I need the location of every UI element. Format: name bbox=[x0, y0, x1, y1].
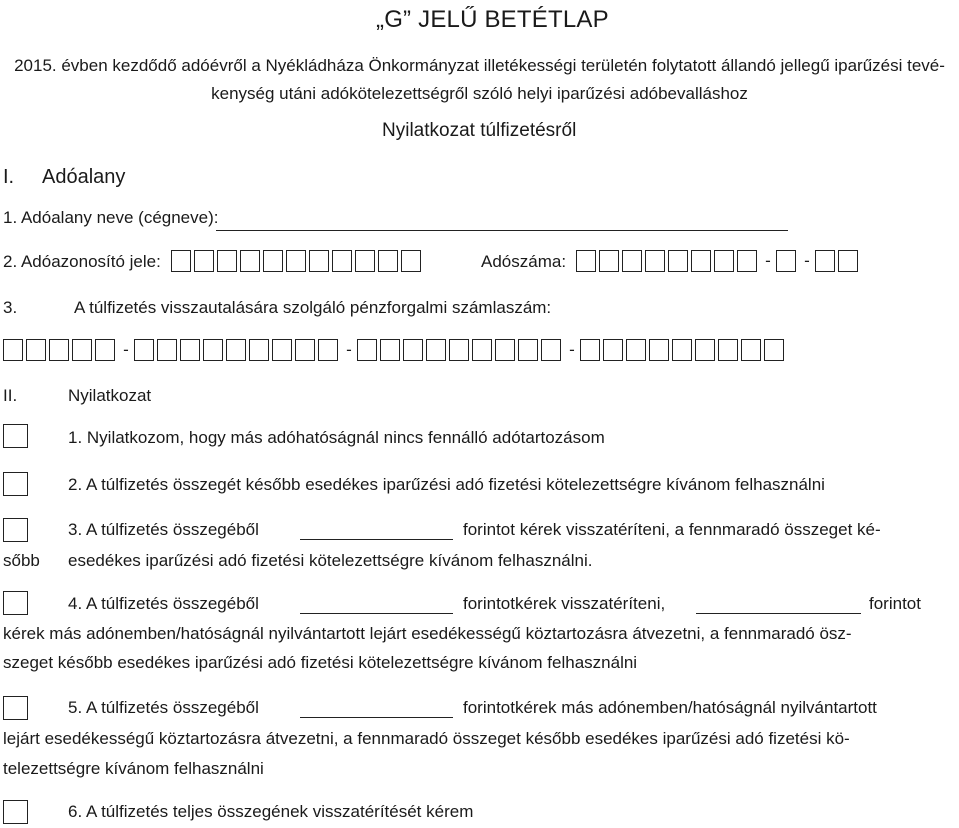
account-digit-box[interactable] bbox=[226, 339, 246, 361]
taxid-boxes[interactable] bbox=[171, 250, 424, 272]
option-3-text-d: esedékes iparűzési adó fizetési kötelezettségre kívánom felhasználni. bbox=[68, 551, 593, 570]
option-2-text: 2. A túlfizetés összegét később esedékes iparűzési adó fizetési kötelezettségre kívánom felhasználni bbox=[68, 475, 825, 494]
account-digit-box[interactable] bbox=[603, 339, 623, 361]
taxid-digit-box[interactable] bbox=[355, 250, 375, 272]
account-digit-box[interactable] bbox=[380, 339, 400, 361]
account-digit-box[interactable] bbox=[472, 339, 492, 361]
account-label: A túlfizetés visszautalására szolgáló pénzforgalmi számlaszám: bbox=[74, 298, 552, 317]
option-1-text: 1. Nyilatkozom, hogy más adóhatóságnál nincs fennálló adótartozásom bbox=[68, 428, 605, 447]
section-2-title: Nyilatkozat bbox=[68, 386, 152, 405]
page-title: „G” JELŰ BETÉTLAP bbox=[376, 6, 609, 33]
account-digit-box[interactable] bbox=[203, 339, 223, 361]
account-digit-box[interactable] bbox=[157, 339, 177, 361]
account-dash: - bbox=[123, 340, 129, 359]
option-4-amount-field-1[interactable] bbox=[300, 613, 453, 614]
account-digit-box[interactable] bbox=[764, 339, 784, 361]
taxnum-label: Adószáma: bbox=[481, 252, 567, 271]
option-4-amount-field-2[interactable] bbox=[696, 613, 861, 614]
account-digit-box[interactable] bbox=[580, 339, 600, 361]
option-3-amount-field[interactable] bbox=[300, 539, 453, 540]
taxnum-digit-box[interactable] bbox=[691, 250, 711, 272]
account-digit-box[interactable] bbox=[626, 339, 646, 361]
taxnum-dash: - bbox=[765, 251, 771, 270]
account-dash: - bbox=[569, 340, 575, 359]
taxid-digit-box[interactable] bbox=[217, 250, 237, 272]
taxnum-dash: - bbox=[804, 251, 810, 270]
taxid-digit-box[interactable] bbox=[401, 250, 421, 272]
subtitle: Nyilatkozat túlfizetésről bbox=[382, 120, 577, 141]
option-2-checkbox[interactable] bbox=[3, 472, 28, 496]
account-boxes[interactable] bbox=[3, 339, 787, 361]
taxid-digit-box[interactable] bbox=[263, 250, 283, 272]
taxnum-digit-box[interactable] bbox=[622, 250, 642, 272]
option-4-text-c: forintot bbox=[869, 594, 921, 613]
taxnum-digit-box[interactable] bbox=[576, 250, 596, 272]
account-digit-box[interactable] bbox=[49, 339, 69, 361]
option-5-checkbox[interactable] bbox=[3, 696, 28, 720]
account-digit-box[interactable] bbox=[26, 339, 46, 361]
option-3-checkbox[interactable] bbox=[3, 518, 28, 542]
option-4-checkbox[interactable] bbox=[3, 591, 28, 615]
account-digit-box[interactable] bbox=[672, 339, 692, 361]
account-digit-box[interactable] bbox=[518, 339, 538, 361]
taxid-label: 2. Adóazonosító jele: bbox=[3, 252, 161, 271]
account-digit-box[interactable] bbox=[649, 339, 669, 361]
option-4-text-e: szeget később esedékes iparűzési adó fizetési kötelezettségre kívánom felhasználni bbox=[3, 653, 638, 672]
taxid-digit-box[interactable] bbox=[378, 250, 398, 272]
section-2-number: II. bbox=[3, 386, 18, 405]
option-4-text-a: 4. A túlfizetés összegéből bbox=[68, 594, 259, 613]
taxid-digit-box[interactable] bbox=[171, 250, 191, 272]
account-digit-box[interactable] bbox=[449, 339, 469, 361]
account-digit-box[interactable] bbox=[426, 339, 446, 361]
taxnum-digit-box[interactable] bbox=[645, 250, 665, 272]
option-5-amount-field[interactable] bbox=[300, 717, 453, 718]
taxnum-digit-box[interactable] bbox=[737, 250, 757, 272]
account-digit-box[interactable] bbox=[741, 339, 761, 361]
account-digit-box[interactable] bbox=[180, 339, 200, 361]
account-digit-box[interactable] bbox=[318, 339, 338, 361]
option-1-checkbox[interactable] bbox=[3, 424, 28, 448]
account-dash: - bbox=[346, 340, 352, 359]
option-4-text-d: kérek más adónemben/hatóságnál nyilvántartott lejárt esedékességű köztartozásra átvezetni, a fennmaradó ösz- bbox=[3, 624, 852, 643]
taxnum-digit-box[interactable] bbox=[714, 250, 734, 272]
taxid-digit-box[interactable] bbox=[332, 250, 352, 272]
account-digit-box[interactable] bbox=[541, 339, 561, 361]
option-4-text-b: forintotkérek visszatéríteni, bbox=[463, 594, 666, 613]
taxid-digit-box[interactable] bbox=[194, 250, 214, 272]
account-digit-box[interactable] bbox=[249, 339, 269, 361]
account-digit-box[interactable] bbox=[72, 339, 92, 361]
account-digit-box[interactable] bbox=[403, 339, 423, 361]
option-6-text: 6. A túlfizetés teljes összegének visszatérítését kérem bbox=[68, 802, 474, 821]
option-6-checkbox[interactable] bbox=[3, 800, 28, 824]
option-3-text-c: sőbb bbox=[3, 551, 40, 570]
account-digit-box[interactable] bbox=[295, 339, 315, 361]
option-5-text-b: forintotkérek más adónemben/hatóságnál nyilvántartott bbox=[463, 698, 877, 717]
account-digit-box[interactable] bbox=[695, 339, 715, 361]
account-digit-box[interactable] bbox=[134, 339, 154, 361]
intro-line-1: 2015. évben kezdődő adóévről a Nyékládháza Önkormányzat illetékességi területén folytatott állandó jellegű iparűzési tevé- bbox=[14, 56, 945, 75]
taxid-digit-box[interactable] bbox=[286, 250, 306, 272]
account-digit-box[interactable] bbox=[495, 339, 515, 361]
account-digit-box[interactable] bbox=[718, 339, 738, 361]
taxnum-digit-box[interactable] bbox=[599, 250, 619, 272]
taxnum-digit-box[interactable] bbox=[838, 250, 858, 272]
taxid-digit-box[interactable] bbox=[309, 250, 329, 272]
section-1-number: I. bbox=[3, 166, 15, 188]
section-1-title: Adóalany bbox=[42, 166, 126, 188]
option-5-text-d: telezettségre kívánom felhasználni bbox=[3, 759, 264, 778]
taxid-digit-box[interactable] bbox=[240, 250, 260, 272]
option-3-text-b: forintot kérek visszatéríteni, a fennmaradó összeget ké- bbox=[463, 520, 881, 539]
account-digit-box[interactable] bbox=[357, 339, 377, 361]
account-number: 3. bbox=[3, 298, 18, 317]
taxnum-digit-box[interactable] bbox=[776, 250, 796, 272]
account-digit-box[interactable] bbox=[95, 339, 115, 361]
name-field[interactable] bbox=[216, 230, 788, 231]
option-5-text-a: 5. A túlfizetés összegéből bbox=[68, 698, 259, 717]
taxnum-digit-box[interactable] bbox=[815, 250, 835, 272]
account-digit-box[interactable] bbox=[3, 339, 23, 361]
option-3-text-a: 3. A túlfizetés összegéből bbox=[68, 520, 259, 539]
account-digit-box[interactable] bbox=[272, 339, 292, 361]
taxnum-boxes[interactable] bbox=[576, 250, 861, 272]
taxnum-digit-box[interactable] bbox=[668, 250, 688, 272]
intro-line-2: kenység utáni adókötelezettségről szóló helyi iparűzési adóbevalláshoz bbox=[211, 84, 748, 103]
option-5-text-c: lejárt esedékességű köztartozásra átvezetni, a fennmaradó összeget később esedékes iparűzési adó fizetési kö- bbox=[3, 729, 850, 748]
name-label: 1. Adóalany neve (cégneve): bbox=[3, 208, 219, 227]
